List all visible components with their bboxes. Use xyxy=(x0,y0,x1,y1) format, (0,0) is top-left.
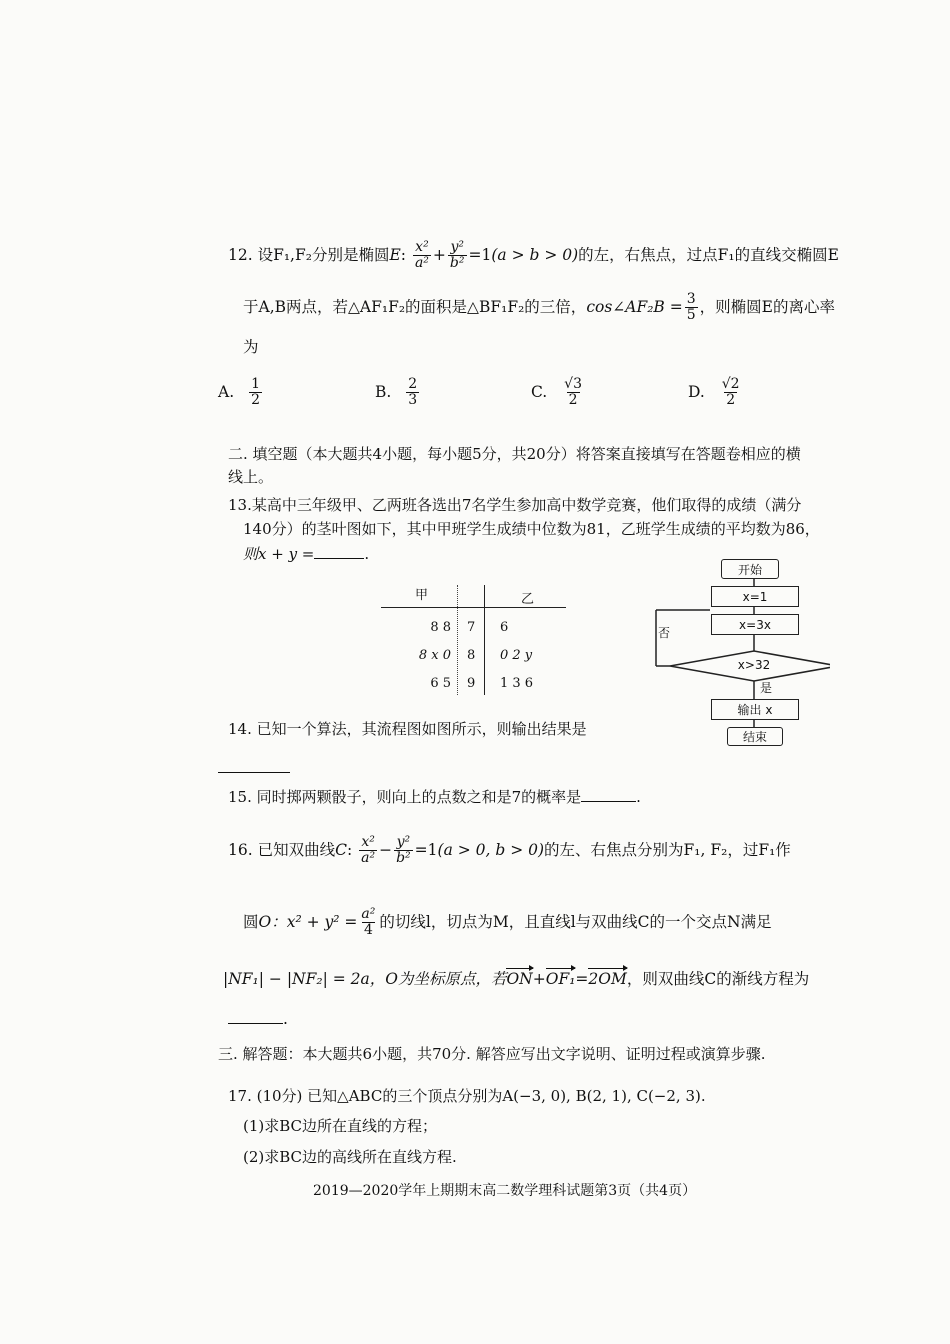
q16-line2-rest: 的切线l，切点为M，且直线l与双曲线C的一个交点N满足 xyxy=(379,912,772,931)
q12-line2-rest: ，则椭圆E的离心率 xyxy=(699,297,835,316)
q12-ellipse-name: E xyxy=(389,245,401,264)
q13-line1: 13.某高中三年级甲、乙两班各选出7名学生参加高中数学竞赛，他们取得的成绩（满分 xyxy=(228,496,802,514)
q12-line2-text: 于A,B两点，若△AF₁F₂的面积是△BF₁F₂的三倍， xyxy=(243,297,587,316)
q12-line3: 为 xyxy=(243,338,259,356)
option-d-num: √2 xyxy=(721,376,740,392)
option-c-frac xyxy=(562,377,584,409)
q12-frac-y-den: b² xyxy=(449,255,465,272)
q17-sub2: (2)求BC边的高线所在直线方程. xyxy=(243,1148,457,1166)
option-d-frac xyxy=(720,377,742,409)
stem-leaf-row1-stem: 7 xyxy=(467,620,476,635)
stem-leaf-left-header: 甲 xyxy=(415,588,429,603)
flowchart-no-label: 否 xyxy=(658,626,671,640)
q15-text: 15. 同时掷两颗骰子，则向上的点数之和是7的概率是 xyxy=(228,788,582,806)
q16-cond: (a > 0, b > 0) xyxy=(437,840,545,859)
q16-answer-blank[interactable] xyxy=(228,1023,283,1024)
option-d-den: 2 xyxy=(726,392,736,409)
q16-line1: 16. 已知双曲线C: $\frac{\text{x²}}{\text{a²}}$ − $\frac{\text{y²}}{\text{b²}}$ =1(a > 0, b > 0)的左、右焦点分别为F₁, F₂，过F₁作 xyxy=(228,834,791,867)
stem-leaf-row2-left: 8 x 0 xyxy=(418,648,451,663)
option-c-label: C. xyxy=(531,382,548,401)
q13-expression: 则x + y = xyxy=(243,545,315,563)
q16-circle-eq: ：x² + y² = xyxy=(271,912,358,931)
q16-line2 xyxy=(243,907,772,939)
q16-frac-r xyxy=(359,907,377,939)
q14-answer-blank[interactable] xyxy=(218,772,290,773)
stem-leaf-row1-left: 8 8 xyxy=(430,620,451,635)
stem-leaf-divider-left xyxy=(457,585,458,695)
q16-line3-text: |NF₁| − |NF₂| = 2a，O为坐标原点，若 xyxy=(223,970,507,988)
stem-leaf-divider-right xyxy=(484,585,485,695)
stem-leaf-row1-right: 6 xyxy=(500,620,509,635)
q16-frac-x xyxy=(359,835,377,867)
q16-frac-r-num: a² xyxy=(361,906,376,922)
option-b-num: 2 xyxy=(408,376,418,392)
flowchart-update: x=3x xyxy=(711,614,799,635)
q16-vector-om: 2OM xyxy=(588,970,627,988)
q16-vector-of1: OF₁ xyxy=(545,970,576,988)
q16-frac-x-den: a² xyxy=(361,850,376,867)
q16-frac-y xyxy=(394,835,413,867)
q12-eq: =1 xyxy=(468,245,492,264)
stem-leaf-row2-stem: 8 xyxy=(467,648,476,663)
q12-frac-cos xyxy=(685,292,698,324)
section2-line1: 二. 填空题（本大题共4小题，每小题5分，共20分）将答案直接填写在答题卷相应的横 xyxy=(228,445,801,463)
q12-frac-x-num: x² xyxy=(415,239,429,255)
q15-answer-blank[interactable] xyxy=(581,801,636,802)
flowchart-condition: x>32 xyxy=(737,658,771,672)
q16-circle-name: O xyxy=(258,912,272,931)
q16-frac-y-num: y² xyxy=(396,834,411,850)
page-footer: 2019—2020学年上期期末高二数学理科试题第3页（共4页） xyxy=(313,1183,697,1199)
q16-frac-x-num: x² xyxy=(361,834,375,850)
option-b-den: 3 xyxy=(408,392,418,409)
flowchart-output: 输出 x xyxy=(711,699,799,720)
option-d-label: D. xyxy=(688,382,705,401)
stem-leaf-row3-stem: 9 xyxy=(467,676,476,691)
q12-line1: 12. 设F₁,F₂分别是椭圆E: $\frac{\text{x²}}{\text{a²}}$ + $\frac{\text{y²}}{\text{b²}}$ =1(a > b > 0)的左，右焦点，过点F₁的直线交椭圆E xyxy=(228,239,839,272)
q12-option-d xyxy=(688,377,744,409)
option-c-den: 2 xyxy=(568,392,578,409)
q16-answer-line xyxy=(228,1012,288,1028)
q16-period: . xyxy=(283,1010,288,1028)
q12-cos-den: 5 xyxy=(686,307,696,324)
stem-leaf-right-header: 乙 xyxy=(521,592,535,607)
q12-line1-rest: 的左，右焦点，过点F₁的直线交椭圆E xyxy=(578,245,839,264)
section3-heading: 三. 解答题：本大题共6小题，共70分. 解答应写出文字说明、证明过程或演算步骤. xyxy=(218,1045,766,1063)
q16-frac-y-den: b² xyxy=(396,850,411,867)
q12-option-b xyxy=(375,377,421,409)
option-a-num: 1 xyxy=(251,376,260,392)
q12-option-c xyxy=(531,377,586,409)
q15-line xyxy=(228,790,641,805)
q16-eq: =1 xyxy=(414,840,438,859)
flowchart-connectors xyxy=(640,555,830,755)
q16-circle-word: 圆 xyxy=(243,912,259,931)
option-a-den: 2 xyxy=(251,392,260,409)
q12-option-a xyxy=(218,377,264,409)
q17-line1: 17. (10分) 已知△ABC的三个顶点分别为A(−3, 0), B(2, 1), C(−2, 3). xyxy=(228,1087,706,1105)
q15-period: . xyxy=(636,788,641,806)
q13-period: . xyxy=(364,545,370,563)
q12-line2 xyxy=(243,292,835,324)
q16-line3-rest: ，则双曲线C的渐线方程为 xyxy=(626,970,810,988)
flowchart-init: x=1 xyxy=(711,586,799,607)
q16-line1-rest: 的左、右焦点分别为F₁, F₂，过F₁作 xyxy=(544,840,791,859)
section2-line2: 线上。 xyxy=(228,468,274,486)
q12-frac-y xyxy=(448,240,467,272)
flowchart-end: 结束 xyxy=(727,727,783,746)
flowchart-yes-label: 是 xyxy=(760,681,773,695)
q16-curve-name: C xyxy=(335,840,347,859)
q13-answer-blank[interactable] xyxy=(314,558,364,559)
q14-line1: 14. 已知一个算法，其流程图如图所示，则输出结果是 xyxy=(228,720,587,738)
option-b-frac xyxy=(406,377,419,409)
stem-leaf-row3-right: 1 3 6 xyxy=(500,676,534,691)
q12-colon: : xyxy=(400,245,407,264)
q16-intro: 16. 已知双曲线 xyxy=(228,840,336,859)
option-c-num: √3 xyxy=(564,376,582,392)
stem-leaf-row3-left: 6 5 xyxy=(430,676,451,691)
q13-line3 xyxy=(243,547,369,562)
q16-vector-on: ON xyxy=(506,970,533,988)
q17-sub1: (1)求BC边所在直线的方程； xyxy=(243,1117,438,1135)
flowchart-start: 开始 xyxy=(721,559,779,579)
q12-cos: cos∠AF₂B = xyxy=(586,297,683,316)
q12-frac-x-den: a² xyxy=(414,255,429,272)
q16-frac-r-den: 4 xyxy=(363,922,373,939)
q12-cond: (a > b > 0) xyxy=(491,245,579,264)
q12-intro: 12. 设F₁,F₂分别是椭圆 xyxy=(228,245,390,264)
option-b-label: B. xyxy=(375,382,392,401)
q13-line2: 140分）的茎叶图如下，其中甲班学生成绩中位数为81，乙班学生成绩的平均数为86， xyxy=(243,520,820,538)
q12-frac-y-num: y² xyxy=(450,239,464,255)
option-a-frac xyxy=(249,377,262,409)
q16-line3: |NF₁| − |NF₂| = 2a，O为坐标原点，若ON+OF₁=2OM，则双曲线C的渐线方程为 xyxy=(223,970,810,988)
stem-leaf-row2-right: 0 2 y xyxy=(500,648,533,663)
stem-leaf-header-line xyxy=(381,607,566,608)
q12-cos-num: 3 xyxy=(686,291,696,307)
q12-frac-x xyxy=(413,240,431,272)
option-a-label: A. xyxy=(218,382,235,401)
